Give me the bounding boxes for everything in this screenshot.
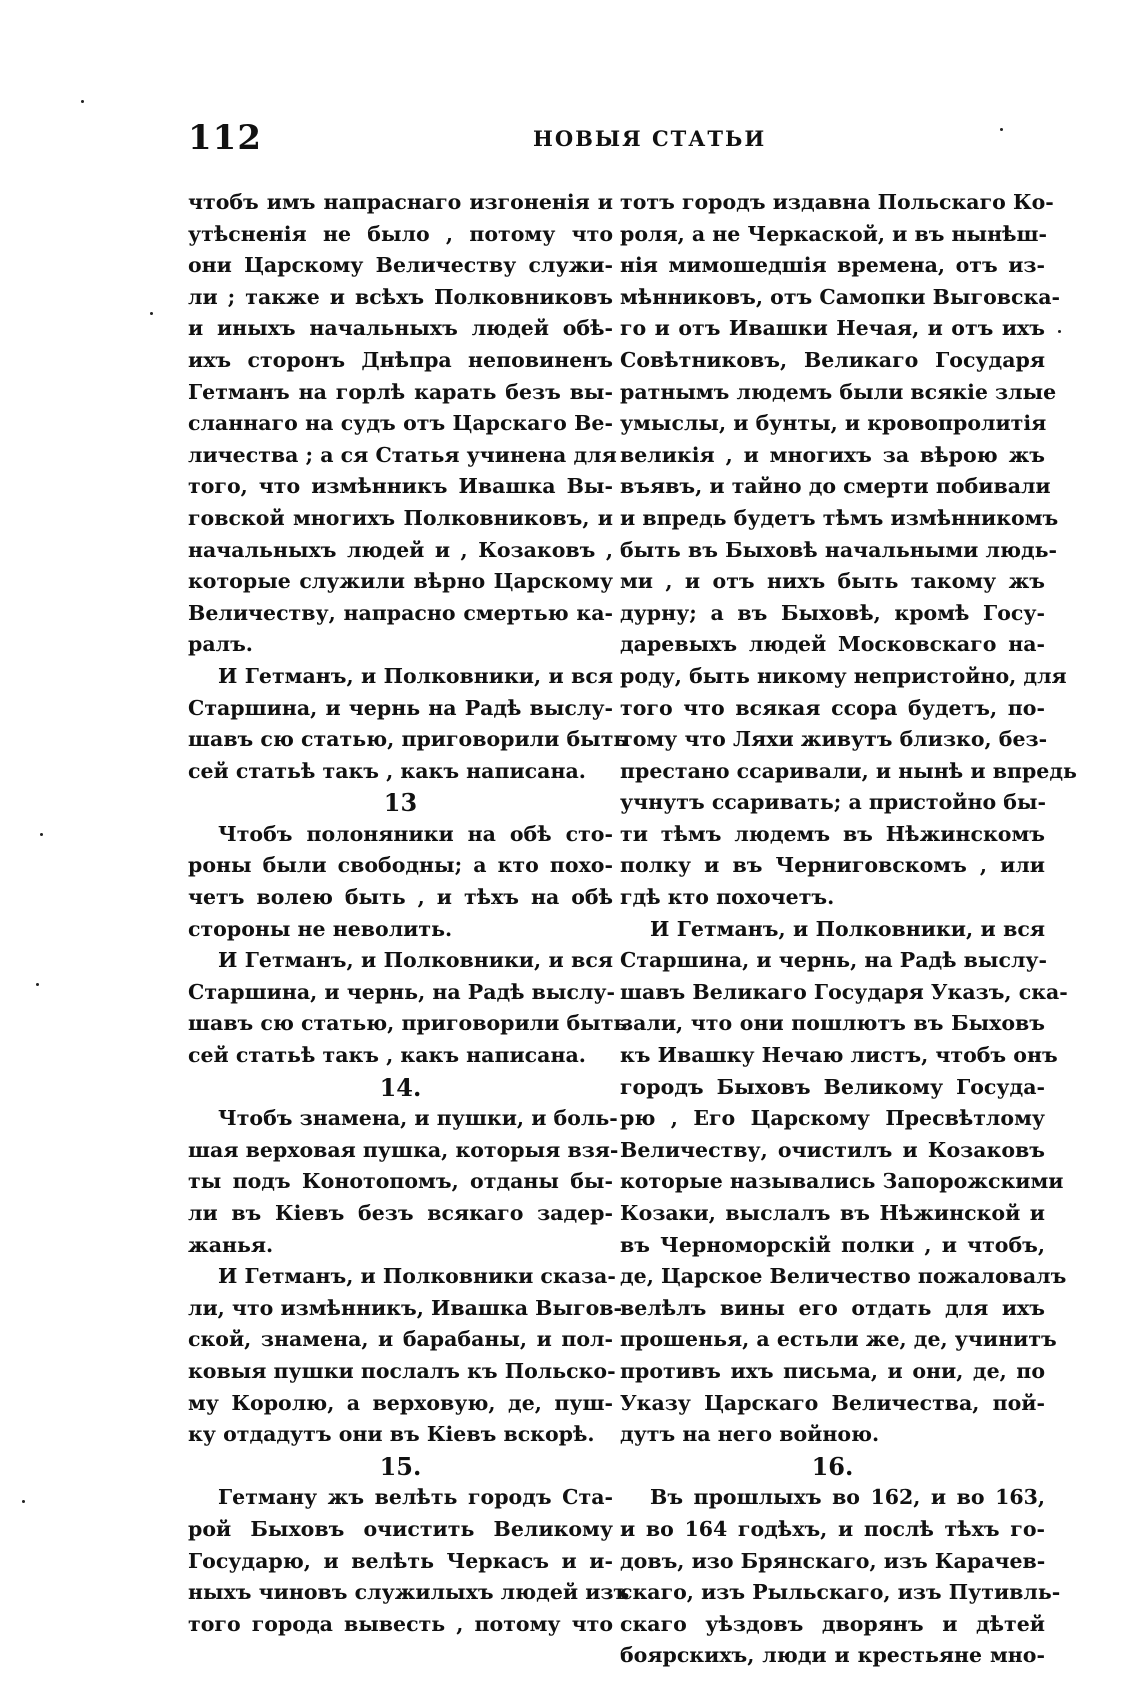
text-line: ми , и отъ нихъ быть такому жъ: [620, 569, 1045, 594]
text-line: ли ; также и всѣхъ Полковниковъ: [188, 284, 613, 309]
text-line: роны были свободны; а кто похо-: [188, 853, 613, 878]
text-line: И Гетманъ, и Полковники, и вся: [650, 916, 1045, 941]
text-line: му Королю, а верховую, де, пуш-: [188, 1390, 613, 1415]
text-line: И Гетманъ, и Полковники сказа-: [218, 1264, 616, 1289]
text-line: гдѣ кто похочетъ.: [620, 885, 835, 910]
right-column: [620, 187, 1077, 1672]
text-line: скаго, изъ Рыльскаго, изъ Путивль-: [620, 1580, 1061, 1605]
text-line: велѣлъ вины его отдать для ихъ: [620, 1295, 1045, 1320]
text-line: чтобъ имъ напраснаго изгоненія и: [188, 190, 613, 214]
text-line: умыслы, и бунты, и кровопролитія: [620, 411, 1047, 436]
text-line: сей статьѣ такъ , какъ написана.: [188, 758, 586, 783]
running-head: НОВЫЯ СТАТЬИ: [533, 126, 767, 151]
text-line: и иныхъ начальныхъ людей обѣ-: [188, 316, 613, 341]
text-line: великія , и многихъ за вѣрою жъ: [620, 442, 1045, 467]
page-header: [188, 118, 1018, 162]
text-line: дутъ на него войною.: [620, 1422, 880, 1447]
text-line: Величеству, очистилъ и Козаковъ: [620, 1137, 1045, 1162]
text-line: шая верховая пушка, которыя взя-: [188, 1137, 619, 1162]
text-line: мѣнниковъ, отъ Самопки Выговска-: [620, 284, 1061, 309]
text-line: ку отдадутъ они въ Кіевъ вскорѣ.: [188, 1422, 595, 1447]
text-line: которые служили вѣрно Царскому: [188, 569, 613, 594]
scan-speck: [81, 100, 84, 103]
text-line: личества ; а ся Статья учинена для: [188, 442, 617, 467]
text-line: тотъ городъ издавна Польскаго Ко-: [620, 190, 1054, 214]
page-number: 112: [188, 118, 262, 158]
scan-speck: [150, 312, 153, 315]
text-line: ли, что измѣнникъ, Ивашка Выгов-: [188, 1295, 622, 1320]
text-line: ратнымъ людемъ были всякіе злые: [620, 379, 1057, 404]
left-column: [188, 187, 630, 1640]
text-line: тому что Ляхи живутъ близко, без-: [620, 727, 1048, 752]
section-number: 14.: [379, 1072, 422, 1102]
text-line: полку и въ Черниговскомъ , или: [620, 853, 1045, 878]
text-line: въ Черноморскій полки , и чтобъ,: [620, 1232, 1045, 1257]
text-line: учнутъ ссаривать; а пристойно бы-: [620, 790, 1047, 815]
text-line: Государю, и велѣть Черкасъ и и-: [188, 1548, 613, 1573]
text-line: того что всякая ссора будетъ, по-: [620, 695, 1045, 720]
section-number: 15.: [379, 1451, 422, 1481]
text-line: къ Ивашку Нечаю листъ, чтобъ онъ: [620, 1043, 1058, 1068]
text-line: Козаки, выслалъ въ Нѣжинской и: [620, 1201, 1045, 1225]
text-line: ты подъ Конотопомъ, отданы бы-: [188, 1169, 613, 1194]
text-line: Совѣтниковъ, Великаго Государя: [620, 347, 1045, 372]
text-line: ныхъ чиновъ служилыхъ людей изъ: [188, 1580, 630, 1605]
text-line: Чтобъ знамена, и пушки, и боль-: [218, 1106, 618, 1131]
text-line: де, Царское Величество пожаловалъ: [620, 1264, 1067, 1289]
scan-speck: [40, 833, 43, 836]
text-line: и во 164 годѣхъ, и послѣ тѣхъ го-: [620, 1516, 1045, 1541]
text-line: Въ прошлыхъ во 162, и во 163,: [650, 1485, 1045, 1510]
text-line: довъ, изо Брянскаго, изъ Карачев-: [620, 1548, 1046, 1573]
text-line: городъ Быховъ Великому Госуда-: [620, 1074, 1045, 1099]
text-line: роду, быть никому непристойно, для: [620, 663, 1067, 688]
text-line: сланнаго на судъ отъ Царскаго Ве-: [188, 411, 613, 436]
text-line: Величеству, напрасно смертью ка-: [188, 600, 613, 625]
scan-speck: [1058, 330, 1061, 333]
text-line: и впредь будетъ тѣмъ измѣнникомъ: [620, 505, 1059, 530]
text-line: шавъ Великаго Государя Указъ, ска-: [620, 979, 1068, 1004]
text-line: ковыя пушки послалъ къ Польско-: [188, 1358, 616, 1383]
text-line: роля, а не Черкаской, и въ нынѣш-: [620, 221, 1048, 246]
text-line: ихъ сторонъ Днѣпра неповиненъ: [188, 347, 613, 372]
text-line: шавъ сю статью, приговорили быть: [188, 1011, 628, 1036]
text-line: ралъ.: [188, 632, 253, 657]
text-line: того, что измѣнникъ Ивашка Вы-: [188, 474, 613, 499]
text-line: го и отъ Ивашки Нечая, и отъ ихъ: [620, 316, 1045, 341]
text-line: ской, знамена, и барабаны, и пол-: [188, 1327, 613, 1352]
text-line: противъ ихъ письма, и они, де, по: [620, 1358, 1045, 1383]
text-line: Старшина, и чернь, на Радѣ выслу-: [188, 979, 616, 1004]
scan-speck: [22, 1500, 25, 1503]
text-line: прошенья, а естьли же, де, учинитъ: [620, 1327, 1057, 1352]
text-line: въявъ, и тайно до смерти побивали: [620, 474, 1051, 499]
text-line: ти тѣмъ людемъ въ Нѣжинскомъ: [620, 821, 1045, 846]
text-line: боярскихъ, люди и крестьяне мно-: [620, 1643, 1045, 1668]
text-line: сей статьѣ такъ , какъ написана.: [188, 1043, 586, 1068]
text-line: шавъ сю статью, приговорили быть: [188, 727, 628, 752]
text-line: четъ волею быть , и тѣхъ на обѣ: [188, 885, 613, 910]
text-line: Старшина, и чернь на Радѣ выслу-: [188, 695, 613, 720]
text-line: того города вывесть , потому что: [188, 1611, 613, 1636]
text-line: быть въ Быховѣ начальными людь-: [620, 537, 1058, 562]
text-line: И Гетманъ, и Полковники, и вся: [218, 948, 613, 973]
text-line: ли въ Кіевъ безъ всякаго задер-: [188, 1201, 613, 1225]
text-line: даревыхъ людей Московскаго на-: [620, 632, 1045, 657]
text-line: дурну; а въ Быховѣ, кромѣ Госу-: [620, 600, 1045, 625]
text-line: которые назывались Запорожскими: [620, 1169, 1064, 1194]
text-line: И Гетманъ, и Полковники, и вся: [218, 663, 613, 688]
section-number: 13: [383, 788, 418, 818]
text-line: жанья.: [188, 1232, 274, 1257]
text-line: рю , Его Царскому Пресвѣтлому: [620, 1106, 1045, 1131]
text-line: Указу Царскаго Величества, пой-: [620, 1390, 1045, 1415]
text-line: утѣсненія не было , потому что: [188, 221, 613, 246]
text-line: скаго уѣздовъ дворянъ и дѣтей: [620, 1611, 1045, 1636]
text-line: престано ссаривали, и нынѣ и впредь: [620, 758, 1077, 783]
text-line: нія мимошедшія времена, отъ из-: [620, 253, 1045, 278]
scan-speck: [36, 983, 39, 986]
text-line: Гетману жъ велѣть городъ Ста-: [218, 1485, 613, 1510]
text-line: стороны не неволить.: [188, 916, 453, 941]
text-line: начальныхъ людей и , Козаковъ ,: [188, 537, 613, 562]
text-line: говской многихъ Полковниковъ, и: [188, 505, 613, 530]
text-line: они Царскому Величеству служи-: [188, 253, 613, 278]
text-line: зали, что они пошлютъ въ Быховъ: [620, 1011, 1045, 1036]
scan-speck: [1000, 128, 1003, 131]
section-number: 16.: [811, 1451, 854, 1481]
text-line: Чтобъ полоняники на обѣ сто-: [218, 821, 613, 846]
text-line: Гетманъ на горлѣ карать безъ вы-: [188, 379, 613, 404]
text-line: Старшина, и чернь, на Радѣ выслу-: [620, 948, 1048, 973]
text-line: рой Быховъ очистить Великому: [188, 1516, 613, 1541]
